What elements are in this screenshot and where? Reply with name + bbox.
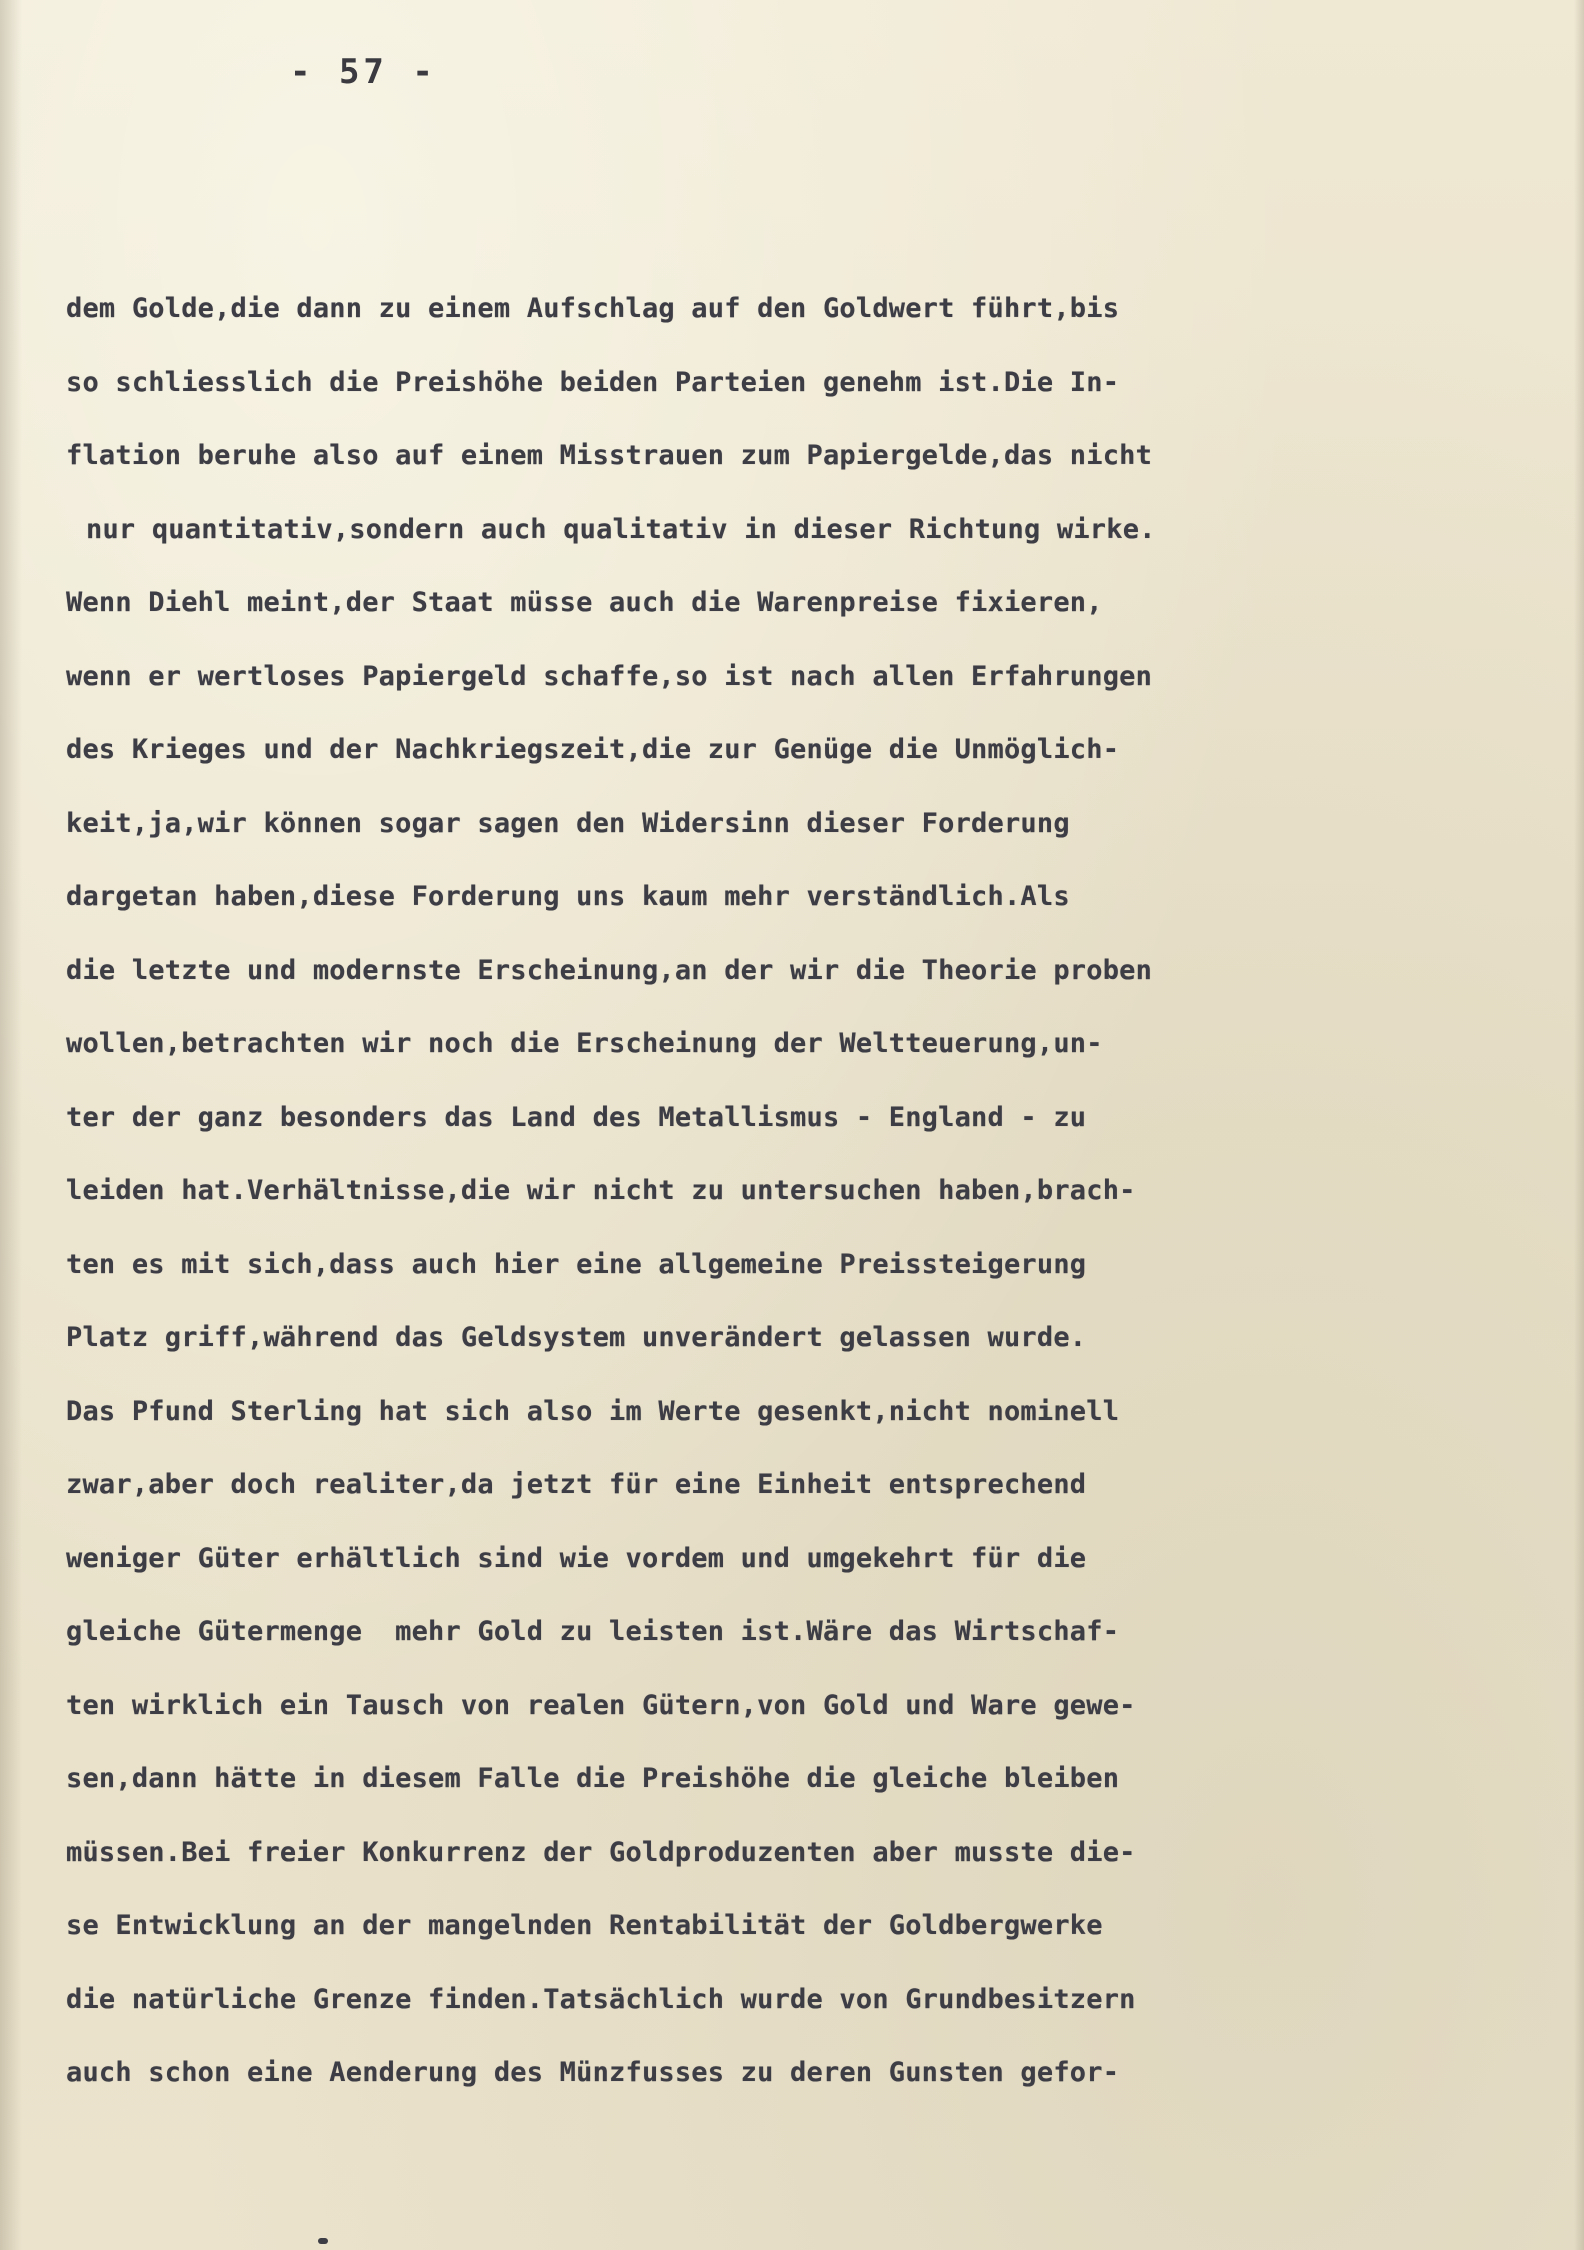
text-line: die letzte und modernste Erscheinung,an der wir die Theorie proben <box>66 954 1153 986</box>
text-line: keit,ja,wir können sogar sagen den Widersinn dieser Forderung <box>66 807 1070 839</box>
text-line: nur quantitativ,sondern auch qualitativ in dieser Richtung wirke. <box>86 513 1156 545</box>
text-line: dargetan haben,diese Forderung uns kaum mehr verständlich.Als <box>66 881 1070 912</box>
text-line: sen,dann hätte in diesem Falle die Preishöhe die gleiche bleiben <box>66 1763 1120 1794</box>
body-text <box>66 272 1556 2110</box>
ink-speck <box>318 2238 328 2244</box>
text-line: auch schon eine Aenderung des Münzfusses zu deren Gunsten gefor- <box>66 2057 1120 2088</box>
text-line: wollen,betrachten wir noch die Erscheinung der Weltteuerung,un- <box>66 1028 1103 1059</box>
text-line: leiden hat.Verhältnisse,die wir nicht zu untersuchen haben,brach- <box>66 1175 1136 1206</box>
text-line: dem Golde,die dann zu einem Aufschlag auf den Goldwert führt,bis <box>66 293 1120 324</box>
text-line: zwar,aber doch realiter,da jetzt für eine Einheit entsprechend <box>66 1469 1087 1500</box>
page-left-shadow <box>0 0 22 2250</box>
text-line: des Krieges und der Nachkriegszeit,die zur Genüge die Unmöglich- <box>66 734 1120 765</box>
text-line: Das Pfund Sterling hat sich also im Werte gesenkt,nicht nominell <box>66 1395 1120 1427</box>
page-right-edge <box>1574 0 1584 2250</box>
text-line: Wenn Diehl meint,der Staat müsse auch die Warenpreise fixieren, <box>66 587 1103 618</box>
text-line: flation beruhe also auf einem Misstrauen zum Papiergelde,das nicht <box>66 440 1153 471</box>
text-line: die natürliche Grenze finden.Tatsächlich wurde von Grundbesitzern <box>66 1983 1136 2015</box>
page-number: - 57 - <box>290 52 437 92</box>
text-line: se Entwicklung an der mangelnden Rentabilität der Goldbergwerke <box>66 1910 1103 1941</box>
text-line: ten es mit sich,dass auch hier eine allgemeine Preissteigerung <box>66 1248 1087 1280</box>
text-line: wenn er wertloses Papiergeld schaffe,so ist nach allen Erfahrungen <box>66 660 1153 692</box>
text-line: so schliesslich die Preishöhe beiden Parteien genehm ist.Die In- <box>66 366 1120 398</box>
text-line: ter der ganz besonders das Land des Metallismus - England - zu <box>66 1101 1087 1133</box>
text-line: müssen.Bei freier Konkurrenz der Goldproduzenten aber musste die- <box>66 1836 1136 1868</box>
text-line: weniger Güter erhältlich sind wie vordem und umgekehrt für die <box>66 1542 1087 1574</box>
text-line: gleiche Gütermenge mehr Gold zu leisten ist.Wäre das Wirtschaf- <box>66 1616 1120 1647</box>
text-line: ten wirklich ein Tausch von realen Gütern,von Gold und Ware gewe- <box>66 1689 1136 1721</box>
text-line: Platz griff,während das Geldsystem unverändert gelassen wurde. <box>66 1322 1087 1353</box>
